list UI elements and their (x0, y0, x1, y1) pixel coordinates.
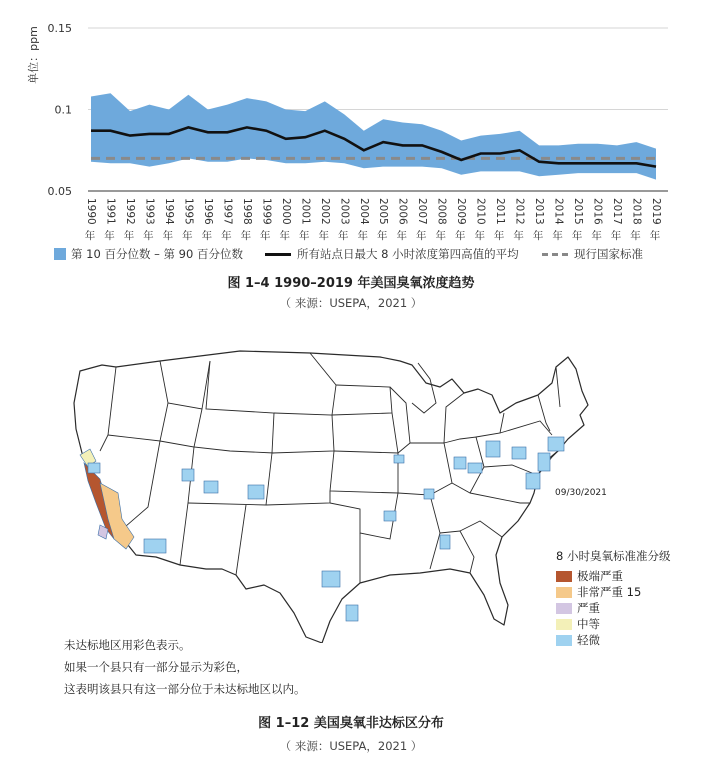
legend-item-band (54, 246, 243, 262)
x-tick-year-suffix: 年 (338, 230, 349, 242)
us-ozone-map (60, 343, 620, 643)
x-tick-year-suffix: 年 (162, 230, 174, 242)
figure-1-4-title: 图 1–4 1990–2019 年美国臭氧浓度趋势 (227, 276, 475, 291)
x-tick-label: 1993 (143, 198, 156, 225)
legend-label-standard: 现行国家标准 (574, 247, 643, 261)
legend-item-standard (542, 246, 643, 262)
x-tick-year-suffix: 年 (182, 230, 193, 242)
x-tick-year-suffix: 年 (415, 230, 427, 242)
legend-label-very-severe: 非常严重 15 (577, 585, 642, 599)
y-axis-label: 单位：ppm (27, 26, 40, 84)
x-tick-year-suffix: 年 (591, 230, 602, 242)
x-tick-year-suffix: 年 (532, 230, 544, 242)
x-tick-year-suffix: 年 (435, 230, 446, 242)
legend-swatch-marginal (556, 635, 572, 646)
legend-label-extreme: 极端严重 (577, 569, 623, 583)
map-legend-item (556, 568, 670, 584)
x-tick-label: 2002 (318, 198, 331, 225)
x-tick-label: 1997 (221, 198, 234, 225)
legend-swatch-extreme (556, 571, 572, 582)
x-tick-year-suffix: 年 (552, 230, 563, 242)
legend-item-average (265, 246, 519, 262)
map-legend (556, 548, 670, 648)
band-swatch (54, 248, 66, 260)
x-tick-label: 2003 (338, 198, 351, 225)
map-note-line: 这表明该县只有这一部分位于未达标地区以内。 (64, 682, 306, 696)
x-tick-year-suffix: 年 (84, 230, 96, 242)
x-tick-label: 2007 (416, 198, 429, 225)
line-swatch (265, 253, 291, 256)
x-tick-label: 1991 (104, 198, 117, 225)
map-note-line: 如果一个县只有一部分显示为彩色， (64, 660, 248, 674)
map-note (64, 634, 306, 700)
x-tick-year-suffix: 年 (318, 230, 330, 242)
x-tick-year-suffix: 年 (396, 230, 407, 242)
map-date: 09/30/2021 (555, 488, 607, 498)
x-tick-year-suffix: 年 (260, 230, 271, 242)
x-tick-label: 2014 (552, 198, 565, 225)
x-tick-label: 1995 (182, 198, 195, 225)
legend-swatch-serious (556, 603, 572, 614)
map-legend-item (556, 632, 670, 648)
x-tick-label: 2008 (435, 198, 448, 225)
x-tick-year-suffix: 年 (513, 230, 524, 242)
x-tick-year-suffix: 年 (454, 230, 466, 242)
dash-swatch (542, 253, 568, 256)
map-note-line: 未达标地区用彩色表示。 (64, 638, 191, 652)
x-tick-label: 2017 (611, 198, 623, 225)
x-tick-label: 2015 (572, 198, 585, 225)
y-tick-label: 0.1 (54, 103, 72, 117)
ozone-trend-chart (0, 0, 702, 246)
x-tick-year-suffix: 年 (571, 230, 583, 242)
x-tick-year-suffix: 年 (104, 230, 115, 242)
x-tick-label: 1996 (201, 198, 214, 225)
x-tick-label: 1992 (124, 198, 136, 225)
x-tick-label: 1998 (240, 198, 253, 225)
map-legend-item (556, 616, 670, 632)
x-tick-label: 2016 (591, 198, 604, 225)
x-tick-label: 2000 (279, 198, 292, 225)
x-tick-year-suffix: 年 (279, 230, 291, 242)
percentile-band (91, 93, 656, 179)
legend-label-serious: 严重 (577, 601, 600, 615)
figure-1-12-title: 图 1–12 美国臭氧非达标区分布 (258, 716, 444, 731)
x-tick-year-suffix: 年 (357, 230, 369, 242)
us-outline (74, 351, 588, 643)
x-tick-label: 2013 (533, 198, 546, 225)
map-legend-item (556, 600, 670, 616)
x-tick-year-suffix: 年 (630, 230, 641, 242)
y-tick-label: 0.05 (47, 185, 72, 198)
legend-label-band: 第 10 百分位数 – 第 90 百分位数 (71, 247, 243, 261)
map-legend-item (556, 584, 670, 600)
x-tick-label: 2006 (396, 198, 409, 225)
x-tick-year-suffix: 年 (493, 230, 505, 242)
figure-1-4-source: （ 来源：USEPA，2021 ） (279, 296, 423, 310)
x-tick-year-suffix: 年 (201, 230, 213, 242)
x-tick-label: 2018 (630, 198, 643, 225)
x-tick-year-suffix: 年 (123, 230, 135, 242)
x-tick-label: 2019 (650, 198, 662, 225)
legend-label-marginal: 轻微 (577, 633, 600, 647)
x-tick-label: 2012 (513, 198, 526, 225)
chart-legend (54, 246, 694, 264)
x-tick-year-suffix: 年 (610, 230, 622, 242)
legend-swatch-moderate (556, 619, 572, 630)
legend-label-moderate: 中等 (577, 617, 600, 631)
x-tick-year-suffix: 年 (299, 230, 310, 242)
x-tick-label: 1994 (162, 198, 175, 225)
x-tick-year-suffix: 年 (649, 230, 661, 242)
figure-1-12-source: （ 来源：USEPA，2021 ） (279, 739, 423, 753)
x-tick-year-suffix: 年 (240, 230, 252, 242)
x-tick-year-suffix: 年 (474, 230, 485, 242)
x-tick-label: 1990 (85, 198, 97, 225)
x-tick-label: 2010 (474, 198, 487, 225)
map-legend-title: 8 小时臭氧标准准分级 (556, 549, 671, 563)
x-tick-label: 2005 (377, 198, 390, 225)
x-tick-label: 2004 (357, 198, 370, 225)
x-tick-label: 2009 (455, 198, 468, 225)
y-tick-label: 0.15 (47, 22, 72, 35)
x-tick-label: 2001 (299, 198, 312, 225)
x-tick-year-suffix: 年 (143, 230, 154, 242)
legend-label-average: 所有站点日最大 8 小时浓度第四高值的平均 (297, 247, 519, 261)
x-tick-label: 1999 (260, 198, 273, 225)
x-tick-year-suffix: 年 (376, 230, 388, 242)
legend-swatch-very-severe (556, 587, 572, 598)
x-tick-year-suffix: 年 (221, 230, 232, 242)
x-tick-label: 2011 (494, 198, 507, 225)
